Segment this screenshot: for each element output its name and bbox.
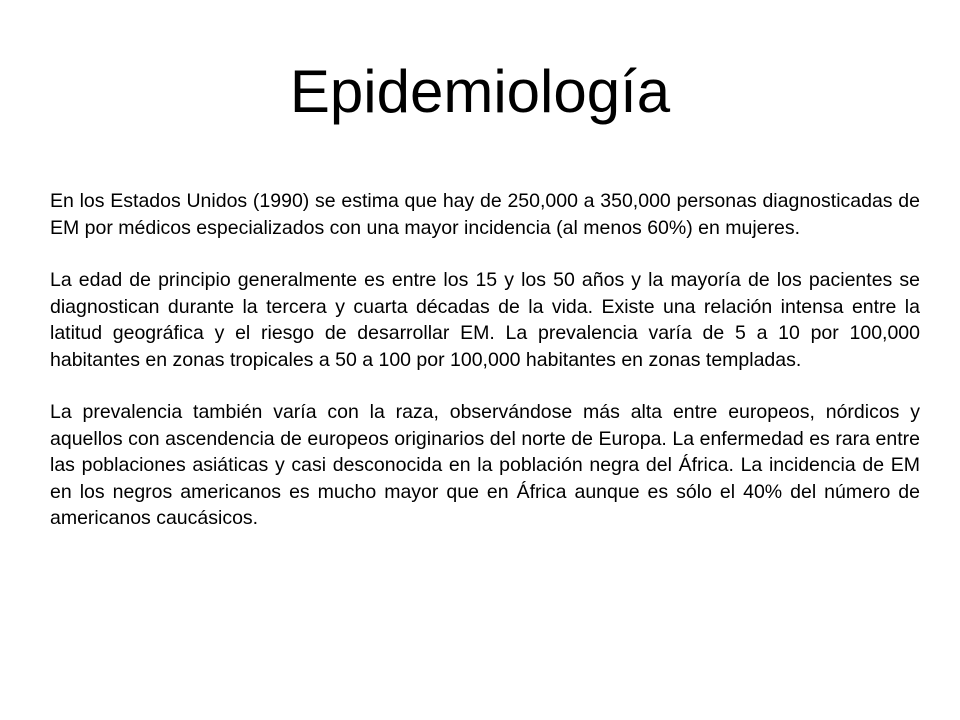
paragraph-us-prevalence: En los Estados Unidos (1990) se estima que hay de 250,000 a 350,000 personas diagnosticadas de EM por médicos especializados con una mayor incidencia (al menos 60%) en mujeres.	[50, 190, 920, 239]
slide-body	[50, 188, 920, 532]
slide-title: Epidemiología	[289, 58, 671, 125]
paragraph-age-and-latitude: La edad de principio generalmente es entre los 15 y los 50 años y la mayoría de los pacientes se diagnostican durante la tercera y cuarta décadas de la vida. Existe una relación intensa entre la latitud geográfica y el riesgo de desarrollar EM. La prevalencia varía de 5 a 10 por 100,000 habitantes en zonas tropicales a 50 a 100 por 100,000 habitantes en zonas templadas.	[50, 269, 920, 371]
paragraph-race-variation: La prevalencia también varía con la raza, observándose más alta entre europeos, nórdicos y aquellos con ascendencia de europeos originarios del norte de Europa. La enfermedad es rara entre las poblaciones asiáticas y casi desconocida en la población negra del África. La incidencia de EM en los negros americanos es mucho mayor que en África aunque es sólo el 40% del número de americanos caucásicos.	[50, 401, 920, 529]
